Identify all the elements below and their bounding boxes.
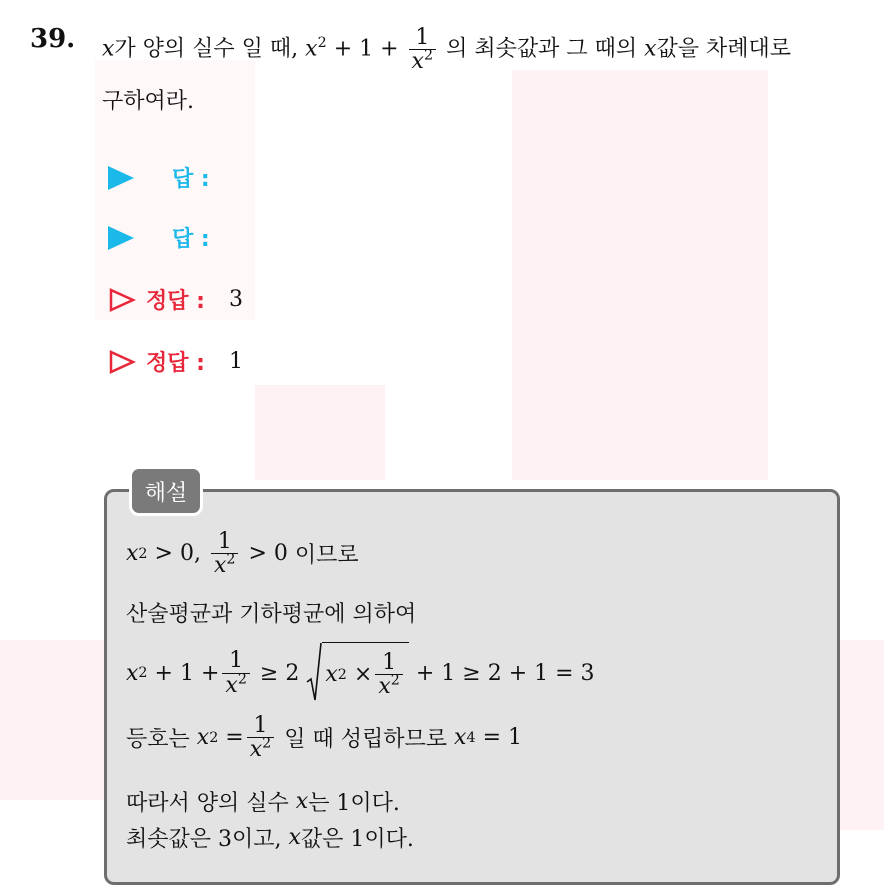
var-x: x (126, 541, 139, 567)
var-x: x (305, 36, 318, 62)
var-x: x (102, 36, 115, 62)
gt-zero: > 0 (248, 541, 288, 567)
question-line-1 (102, 26, 791, 73)
plus-one: + 1 + (154, 660, 220, 686)
var-x: x (225, 672, 238, 698)
exponent: 2 (317, 35, 327, 52)
solution-line-6 (126, 822, 414, 853)
watermark-block (512, 70, 768, 480)
solution-tag: 해설 (129, 466, 203, 516)
var-x: x (325, 662, 338, 687)
eq-mid: 일 때 성립하므로 (284, 727, 448, 753)
var-x: x (213, 553, 227, 579)
question-text-mid: 의 최솟값과 그 때의 (446, 36, 638, 62)
solution-line-2: 산술평균과 기하평균에 의하여 (126, 602, 417, 627)
var-x: x (295, 789, 309, 814)
var-x: x (378, 674, 391, 699)
var-x: x (411, 49, 424, 75)
question-number: 39. (30, 24, 76, 54)
question-text-start: 가 양의 실수 일 때, (114, 36, 299, 62)
line6-start: 최솟값은 3이고, (126, 827, 282, 852)
outline-triangle-icon (108, 287, 136, 313)
numerator: 1 (229, 648, 244, 674)
correct-answer-label: 정답 : (146, 289, 205, 314)
correct-answer-row-2 (108, 346, 243, 377)
ineq-mid: ≥ 2 (259, 660, 300, 686)
answer-row-2 (108, 222, 210, 253)
question-text-end: 값을 차례대로 (656, 36, 792, 62)
numerator: 1 (415, 25, 430, 50)
line6-end: 값은 1이다. (300, 827, 414, 852)
var-x: x (454, 725, 467, 751)
fraction-one-over-x2 (222, 649, 250, 696)
correct-answer-value: 1 (228, 349, 243, 374)
exponent: 2 (226, 551, 236, 568)
ineq-end: + 1 ≥ 2 + 1 = 3 (415, 660, 595, 686)
numerator: 1 (382, 649, 397, 675)
correct-answer-row-1 (108, 284, 243, 315)
watermark-block (840, 640, 884, 830)
answer-label: 답 : (172, 167, 210, 192)
watermark-block (255, 385, 385, 480)
var-x: x (196, 725, 210, 751)
var-x: x (126, 660, 139, 686)
numerator: 1 (253, 713, 268, 738)
fraction-one-over-x2 (375, 651, 403, 698)
line5-end: 는 1이다. (308, 791, 400, 816)
eq-end: = 1 (482, 725, 522, 751)
correct-answer-value: 3 (228, 287, 243, 312)
outline-triangle-icon (108, 349, 136, 375)
play-icon (108, 226, 134, 250)
exponent: 2 (390, 672, 400, 689)
var-x: x (644, 36, 657, 62)
exponent: 2 (262, 735, 272, 752)
eq-prefix: 등호는 (126, 727, 190, 753)
question-line-2: 구하여라. (102, 89, 195, 114)
fraction-one-over-x2 (247, 714, 275, 761)
plus-one: + 1 + (333, 36, 399, 62)
solution-line-3: x 2 + 1 + $\frac{1}{x^2}$ ≥ 2 x 2 × $\frac{1}{x^2}$ + 1 ≥ 2 + 1 = 3 (126, 642, 595, 704)
answer-row-1 (108, 162, 210, 193)
times-sign: × (353, 662, 373, 687)
exponent: 2 (423, 47, 434, 64)
line5-start: 따라서 양의 실수 (126, 791, 289, 816)
var-x: x (249, 737, 263, 763)
exponent: 2 (237, 670, 247, 687)
var-x: x (288, 825, 301, 850)
numerator: 1 (217, 529, 232, 554)
solution-line-4: 등호는 x 2 = $\frac{1}{x^2}$ 일 때 성립하므로 x 4 = 1 (126, 713, 522, 763)
eq-sign: = (225, 725, 244, 751)
solution-line-5 (126, 786, 400, 817)
answer-label: 답 : (172, 227, 210, 252)
play-icon (108, 166, 134, 190)
fraction-one-over-x2 (409, 26, 437, 73)
gt-zero: > 0, (154, 541, 201, 567)
solution-line-1: x 2 > 0, $\frac{1}{x^2}$ > 0 이므로 (126, 529, 359, 579)
fraction-one-over-x2 (211, 530, 239, 577)
radicand: x 2 × $\frac{1}{x^2}$ (322, 642, 409, 704)
square-root (306, 642, 409, 704)
imeuro-text: 이므로 (294, 543, 359, 569)
correct-answer-label: 정답 : (146, 351, 205, 376)
watermark-block (0, 640, 104, 800)
radical-sign-icon (306, 642, 322, 704)
